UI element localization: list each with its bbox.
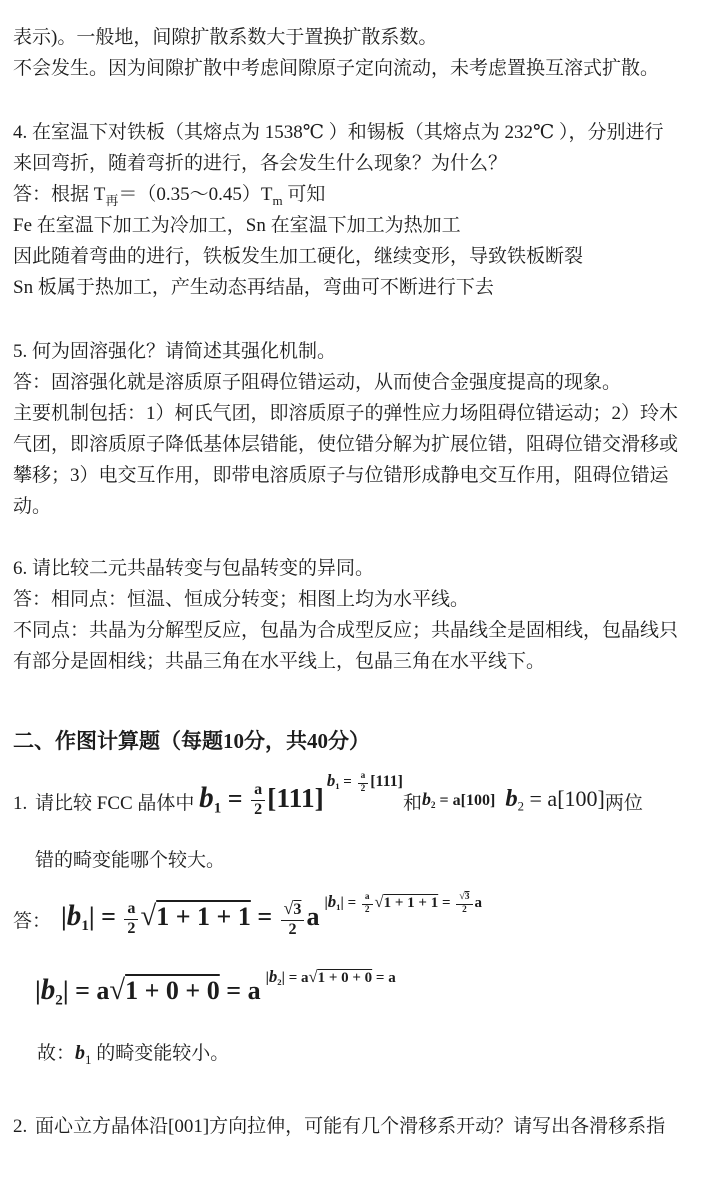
intro-line: 表示)。一般地，间隙扩散系数大于置换扩散系数。 [13,27,438,48]
vector-b-symbol: b [75,1042,86,1064]
lattice-constant: a [247,976,261,1006]
question-number: 2. [13,1116,28,1137]
question-6-line: 有部分是固相线；共晶三角在水平线上，包晶三角在水平线下。 [13,651,546,672]
subscript: 1 [336,902,341,913]
radical-sign: √ [283,898,294,919]
radical-sign: √ [308,967,318,987]
equals-sign: = [438,895,455,912]
section-2-heading: 二、作图计算题（每题10分，共40分） [13,729,370,753]
radical-sign: √ [459,891,465,903]
formula-abs-b1-text: $|b_1|$ = $\frac{a}{2}$ √1 + 1 + 1 = $\frac{√3}{2}$ a [324,891,483,916]
question-6-line: 不同点：共晶为分解型反应，包晶为合成型反应；共晶线全是固相线，包晶线只 [13,620,679,641]
formula-text: 答：根据 T [13,184,106,205]
answer-formula-1-line [13,886,699,956]
radicand: 3 [293,901,302,919]
t-melting-subscript: m [272,193,283,208]
formula-text: ＝（0.35～0.45）T [118,184,273,205]
question-1-intro-text: 请比较 FCC 晶体中 [35,792,200,814]
subscript: 1 [335,781,340,792]
question-2-line [13,1111,699,1142]
equals-sign: = [372,970,389,987]
radical-sign: √ [109,975,126,1007]
direction-indices: [111] [267,781,324,813]
question-6-block [13,553,699,677]
formula-abs-b2-text: $|b_2| = a√1 + 0 + 0 = a$ [265,967,396,988]
radicand: 3 [464,892,470,903]
vector-b-symbol: b [268,967,278,987]
radical-sign: √ [374,892,384,912]
formula-b2-image [505,783,605,822]
radicand: 1 + 0 + 0 [317,970,373,987]
answer-label: 答： [13,910,52,932]
subscript: 2 [430,801,436,812]
question-5-line: 答：固溶强化就是溶质原子阻碍位错运动，从而使合金强度提高的现象。 [13,372,622,393]
conclusion-text: 的畸变能较小。 [91,1043,230,1064]
conclusion-text: 故： [37,1043,76,1064]
subscript: 1 [81,918,89,935]
intro-line: 不会发生。因为间隙扩散中考虑间隙原子定向流动，未考虑置换互溶式扩散。 [13,58,660,79]
question-4-line: 4. 在室温下对铁板（其熔点为 1538℃ ）和锡板（其熔点为 232℃ ），分别进行 [13,122,664,143]
formula-rest: = a[100] [524,786,605,812]
lattice-constant: a [96,976,110,1006]
direction-indices: [111] [370,773,403,791]
equals-sign: = [221,783,250,813]
radical-sign: √ [140,901,157,933]
question-5-line: 攀移；3）电交互作用，即带电溶质原子与位错形成静电交互作用，阻碍位错运 [13,465,669,486]
question-5-line: 气团，即溶质原子降低基体层错能，使位错分解为扩展位错，阻碍位错交滑移或 [13,434,679,455]
equals-sign: = [343,895,360,912]
t-recrystallization-subscript: 再 [105,193,119,208]
fraction-a-over-2: $\frac{a}{2}$ [124,901,138,938]
lattice-constant: a [474,895,483,912]
fraction-sqrt3-over-2: $\frac{√3}{2}$ [456,892,472,916]
formula-b1-text [327,765,403,802]
vector-b-symbol: b [326,771,336,791]
vector-b-symbol: b [505,785,518,813]
fraction-sqrt3-over-2: $\frac{√3}{2}$ [281,899,305,939]
question-4-block [13,117,699,303]
fraction-a-over-2: $\frac{a}{2}$ [358,772,369,795]
joiner-text: 和 [402,792,422,814]
radicand: 1 + 0 + 0 [125,976,220,1006]
formula-abs-b2-image: $|b_2| = a√1 + 0 + 0 = a$ [35,974,261,1009]
subscript: 1 [85,1052,92,1067]
formula-abs-b1-image: $|b_1|$ = $\frac{a}{2}$ √1 + 1 + 1 = $\frac{√3}{2}$ a [61,898,320,939]
subscript: 2 [517,799,525,814]
equals-sign: = [68,976,97,1006]
radicand: 1 + 1 + 1 [156,902,251,932]
equals-sign: = [339,774,356,791]
question-4-answer-line: Fe 在室温下加工为冷加工，Sn 在室温下加工为热加工 [13,215,461,236]
question-5-line: 动。 [13,496,52,517]
radicand: 1 + 1 + 1 [383,895,439,912]
question-1-outro-text: 两位 [604,792,643,814]
question-6-line: 6. 请比较二元共晶转变与包晶转变的异同。 [13,558,375,579]
formula-b2-text [422,784,499,822]
question-4-answer-formula-line [13,179,699,210]
question-4-answer-line: Sn 板属于热加工，产生动态再结晶，弯曲可不断进行下去 [13,277,494,298]
vector-b-symbol: b [66,900,82,933]
fraction-a-over-2: $\frac{a}{2}$ [251,782,265,819]
question-1-line [13,761,699,845]
lattice-constant: a [306,902,320,932]
formula-rest: = a[100] [435,791,500,809]
question-2-text: 面心立方晶体沿[001]方向拉伸，可能有几个滑移系开动？请写出各滑移系指 [35,1116,666,1137]
equals-sign: = [284,970,301,987]
equals-sign: = [219,976,248,1006]
answer-formula-2-line [35,966,699,1026]
subscript: 2 [277,977,282,988]
subscript: 2 [55,992,63,1009]
conclusion-line [37,1038,699,1069]
question-5-line: 5. 何为固溶强化？请简述其强化机制。 [13,341,337,362]
question-5-line: 主要机制包括：1）柯氏气团，即溶质原子的弹性应力场阻碍位错运动；2）玲木 [13,403,679,424]
vector-b-symbol: b [421,788,431,809]
question-4-line: 来回弯折，随着弯折的进行，各会发生什么现象？为什么？ [13,153,508,174]
question-number: 1. [13,792,28,814]
formula-text: 可知 [282,184,326,205]
equals-sign: = [94,902,123,932]
vector-b-symbol: b [40,974,56,1007]
question-6-line: 答：相同点：恒温、恒成分转变；相图上均为水平线。 [13,589,470,610]
lattice-constant: a [301,970,309,987]
equals-sign: = [250,902,279,932]
question-1-line-2: 错的畸变能哪个较大。 [35,850,226,871]
subscript: 1 [213,800,222,817]
lattice-constant: a [388,970,396,987]
vector-b-symbol: b [199,781,214,814]
formula-b1-image [199,782,324,824]
vector-b-symbol: b [327,892,337,912]
question-4-answer-line: 因此随着弯曲的进行，铁板发生加工硬化，继续变形，导致铁板断裂 [13,246,584,267]
question-5-block [13,336,699,522]
fraction-a-over-2: $\frac{a}{2}$ [362,893,373,916]
